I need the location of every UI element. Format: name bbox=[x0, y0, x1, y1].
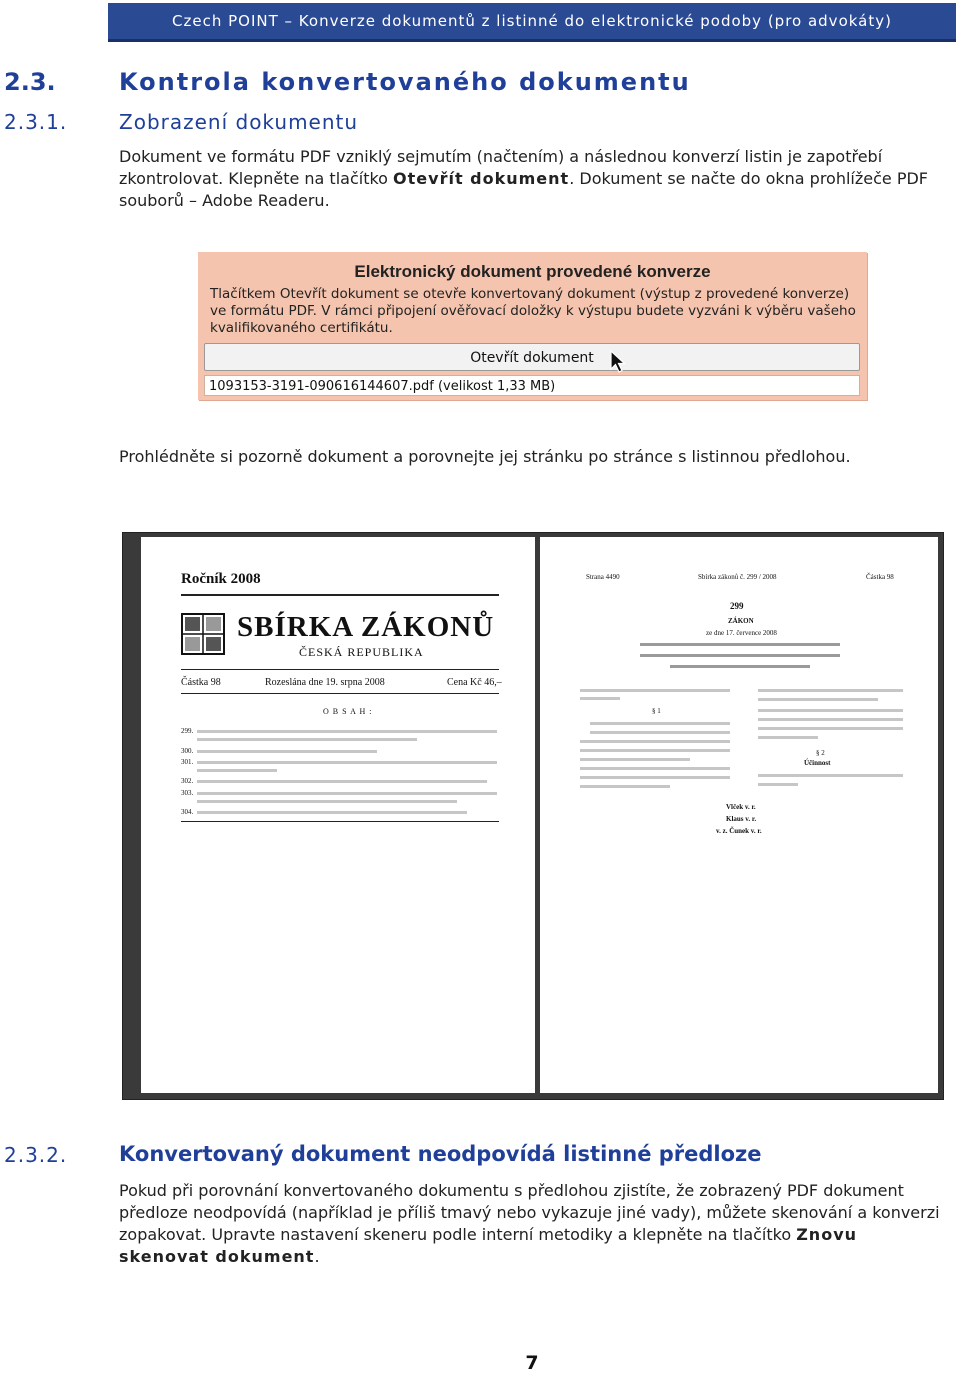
conversion-panel bbox=[198, 252, 867, 400]
text-line bbox=[580, 689, 730, 692]
text-line bbox=[197, 792, 497, 795]
gazette-title: SBÍRKA ZÁKONŮ bbox=[237, 611, 495, 643]
signature-3: v. z. Čunek v. r. bbox=[716, 827, 762, 835]
text-line bbox=[758, 698, 878, 701]
state-emblem-icon bbox=[181, 613, 225, 655]
conversion-panel-title: Elektronický dokument provedené konverze bbox=[354, 262, 711, 281]
mouse-cursor-icon bbox=[610, 350, 628, 374]
text-line bbox=[580, 697, 620, 700]
text-line bbox=[580, 740, 730, 743]
text-line bbox=[758, 709, 903, 712]
text-line bbox=[197, 800, 457, 803]
text-line bbox=[197, 738, 417, 741]
text-line bbox=[197, 750, 377, 753]
text-line bbox=[758, 689, 903, 692]
page-label: Strana 4490 bbox=[586, 573, 620, 581]
page-number: 7 bbox=[525, 1352, 539, 1374]
effect-heading: Účinnost bbox=[804, 759, 831, 767]
pdf-viewer bbox=[122, 532, 944, 1100]
contents-item-number: 300. bbox=[181, 747, 194, 755]
text-line bbox=[640, 654, 840, 657]
intro-paragraph bbox=[119, 146, 949, 212]
law-date: ze dne 17. července 2008 bbox=[706, 629, 777, 637]
paragraph-2: § 2 bbox=[816, 749, 825, 757]
section-number: 2.3. bbox=[4, 68, 56, 96]
divider bbox=[181, 693, 499, 694]
text-line bbox=[580, 767, 730, 770]
contents-item-number: 304. bbox=[181, 808, 194, 816]
gazette-title-page bbox=[141, 537, 535, 1093]
law-number: 299 bbox=[730, 601, 744, 611]
text-line bbox=[590, 722, 730, 725]
compare-paragraph: Prohlédněte si pozorně dokument a porovnejte jej stránku po stránce s listinnou předlohou. bbox=[119, 447, 851, 466]
open-document-ref: Otevřít dokument bbox=[393, 169, 570, 188]
contents-item-number: 302. bbox=[181, 777, 194, 785]
gazette-year: Ročník 2008 bbox=[181, 571, 261, 587]
text-line bbox=[758, 727, 903, 730]
subsection-number: 2.3.2. bbox=[4, 1143, 68, 1167]
text-line bbox=[197, 780, 487, 783]
file-info: 1093153-3191-090616144607.pdf (velikost 1,33 MB) bbox=[204, 375, 860, 396]
rescan-text: Pokud při porovnání konvertovaného dokumentu s předlohou zjistíte, že zobrazený PDF dokument předloze neodpovídá (například je příliš tmavý nebo vykazuje jiné vady), můžete skenování a konverzi zopakovat. Upravte nastavení skeneru podle interní metodiky a klepněte na tlačítko bbox=[119, 1181, 940, 1244]
text-line bbox=[580, 776, 730, 779]
signature-2: Klaus v. r. bbox=[726, 815, 757, 823]
contents-heading: O B S A H : bbox=[323, 707, 373, 716]
subsection-title: Zobrazení dokumentu bbox=[119, 110, 359, 134]
signature-1: Vlček v. r. bbox=[726, 803, 756, 811]
gazette-date: Rozeslána dne 19. srpna 2008 bbox=[265, 677, 385, 688]
gazette-issue: Částka 98 bbox=[181, 677, 221, 688]
subsection-number: 2.3.1. bbox=[4, 110, 68, 134]
text-line bbox=[758, 774, 903, 777]
rescan-text-end: . bbox=[314, 1247, 320, 1266]
divider bbox=[181, 594, 499, 596]
document-header bbox=[108, 3, 956, 42]
rescan-button-ref: Znovu skenovat dokument bbox=[119, 1225, 858, 1266]
text-line bbox=[580, 785, 670, 788]
paragraph-1: § 1 bbox=[652, 707, 661, 715]
text-line bbox=[758, 783, 798, 786]
divider bbox=[181, 669, 499, 670]
text-line bbox=[758, 718, 903, 721]
text-line bbox=[580, 749, 730, 752]
intro-text: Dokument ve formátu PDF vzniklý sejmutím (načtením) a následnou konverzí listin je zapotřebí zkontrolovat. Klepněte na tlačítko bbox=[119, 147, 883, 188]
contents-item-number: 299. bbox=[181, 727, 194, 735]
text-line bbox=[197, 761, 497, 764]
issue-label: Částka 98 bbox=[866, 573, 894, 581]
divider bbox=[181, 821, 499, 822]
gazette-subtitle: ČESKÁ REPUBLIKA bbox=[299, 645, 424, 659]
collection-label: Sbírka zákonů č. 299 / 2008 bbox=[698, 573, 777, 581]
rescan-paragraph bbox=[119, 1180, 949, 1268]
subsection-title: Konvertovaný dokument neodpovídá listinné předloze bbox=[119, 1142, 762, 1166]
text-line bbox=[758, 736, 818, 739]
gazette-law-page bbox=[540, 537, 938, 1093]
intro-text-end: . Dokument se načte do okna prohlížeče PDF souborů – Adobe Readeru. bbox=[119, 169, 928, 210]
section-title: Kontrola konvertovaného dokumentu bbox=[119, 68, 691, 96]
text-line bbox=[580, 758, 690, 761]
text-line bbox=[197, 811, 467, 814]
open-document-button[interactable]: Otevřít dokument bbox=[204, 343, 860, 371]
text-line bbox=[197, 769, 277, 772]
text-line bbox=[640, 643, 840, 646]
text-line bbox=[590, 731, 730, 734]
text-line bbox=[197, 730, 497, 733]
law-word: ZÁKON bbox=[728, 617, 754, 625]
gazette-price: Cena Kč 46,– bbox=[447, 677, 502, 688]
conversion-panel-description: Tlačítkem Otevřít dokument se otevře konvertovaný dokument (výstup z provedené konverze) ve formátu PDF. V rámci připojení ověřovací doložky k výstupu budete vyzváni k výběru vašeho kvalifikovaného certifikátu. bbox=[210, 286, 856, 336]
header-title: Czech POINT – Konverze dokumentů z listinné do elektronické podoby (pro advokáty) bbox=[172, 12, 892, 30]
contents-item-number: 301. bbox=[181, 758, 194, 766]
text-line bbox=[670, 665, 810, 668]
contents-item-number: 303. bbox=[181, 789, 194, 797]
